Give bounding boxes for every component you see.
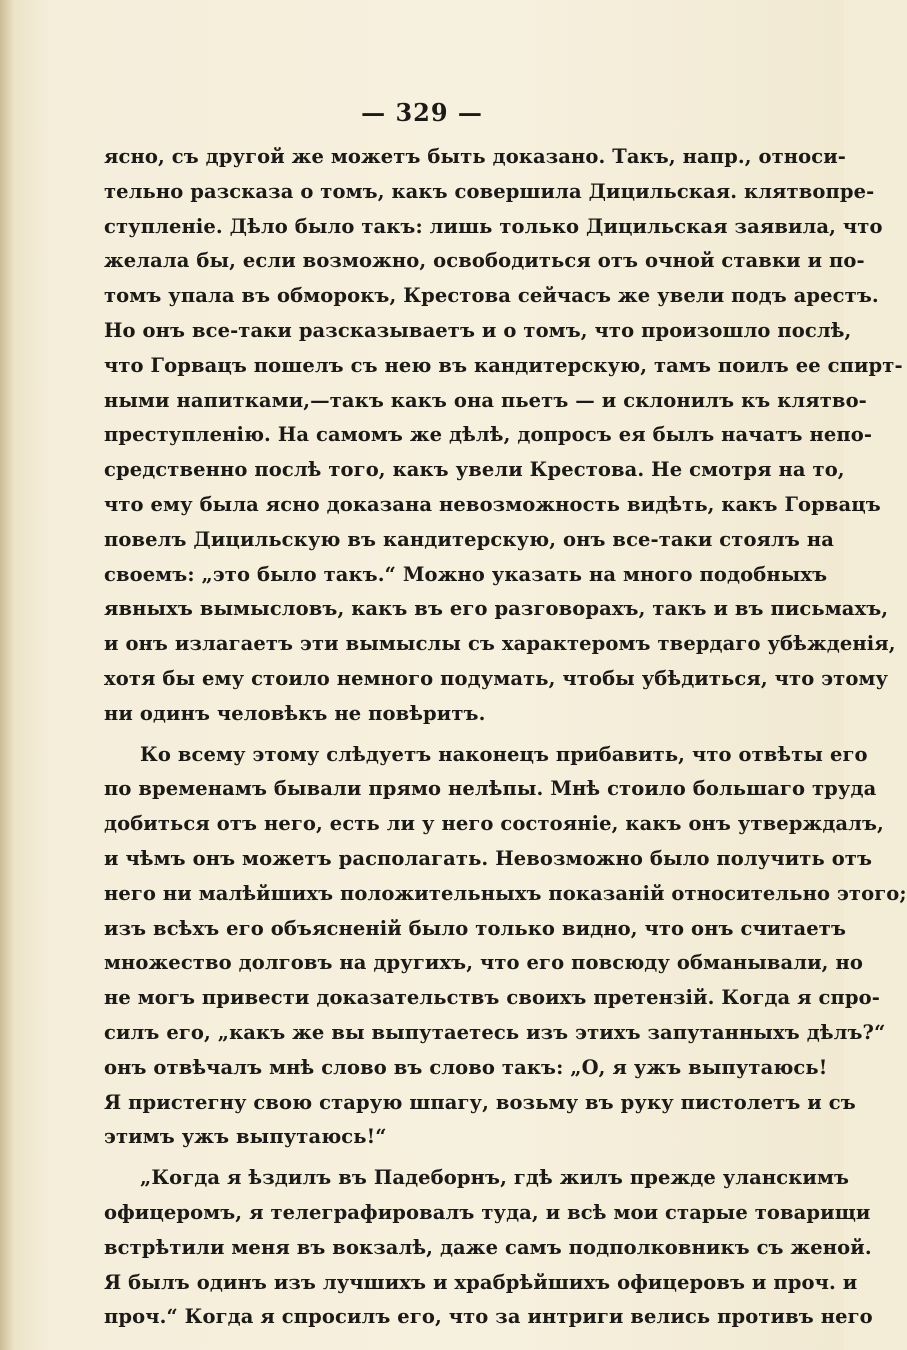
- text-line: этимъ ужъ выпутаюсь!“: [104, 1125, 387, 1149]
- text-line: что ему была ясно доказана невозможность видѣть, какъ Горвацъ: [104, 492, 881, 516]
- text-line: Ко всему этому слѣдуетъ наконецъ прибавить, что отвѣты его: [140, 742, 868, 766]
- text-line: онъ отвѣчалъ мнѣ слово въ слово такъ: „О, я ужъ выпутаюсь!: [104, 1055, 828, 1079]
- text-line: Но онъ все-таки разсказываетъ и о томъ, что произошло послѣ,: [104, 318, 852, 342]
- text-line: силъ его, „какъ же вы выпутаетесь изъ этихъ запутанныхъ дѣлъ?“: [104, 1020, 886, 1044]
- text-line: не могъ привести доказательствъ своихъ претензій. Когда я спро-: [104, 986, 880, 1010]
- text-line: ни одинъ человѣкъ не повѣритъ.: [104, 701, 486, 725]
- paragraph: [104, 1161, 873, 1335]
- text-line: и чѣмъ онъ можетъ располагать. Невозможно было получить отъ: [104, 846, 873, 870]
- paragraph: [104, 140, 903, 732]
- text-line: проч.“ Когда я спросилъ его, что за интриги велись противъ него: [104, 1305, 873, 1329]
- text-line: средственно послѣ того, какъ увели Крестова. Не смотря на то,: [104, 458, 845, 482]
- text-line: ступленіе. Дѣло было такъ: лишь только Дицильская заявила, что: [104, 214, 883, 238]
- text-line: добиться отъ него, есть ли у него состояніе, какъ онъ утверждалъ,: [104, 812, 884, 836]
- text-line: своемъ: „это было такъ.“ Можно указать на много подобныхъ: [104, 562, 828, 586]
- text-line: множество долговъ на другихъ, что его повсюду обманывали, но: [104, 951, 863, 975]
- text-line: „Когда я ѣздилъ въ Падеборнъ, гдѣ жилъ прежде уланскимъ: [140, 1166, 850, 1190]
- text-line: ными напитками,—такъ какъ она пьетъ — и склонилъ къ клятво-: [104, 388, 867, 412]
- text-line: повелъ Дицильскую въ кандитерскую, онъ все-таки стоялъ на: [104, 527, 834, 551]
- text-line: и онъ излагаетъ эти вымыслы съ характеромъ твердаго убѣжденія,: [104, 632, 896, 656]
- text-line: явныхъ вымысловъ, какъ въ его разговорахъ, такъ и въ письмахъ,: [104, 597, 889, 621]
- text-line: встрѣтили меня въ вокзалѣ, даже самъ подполковникъ съ женой.: [104, 1235, 872, 1259]
- text-line: по временамъ бывали прямо нелѣпы. Мнѣ стоило большаго труда: [104, 777, 877, 801]
- text-line: преступленію. На самомъ же дѣлѣ, допросъ ея былъ начатъ непо-: [104, 423, 873, 447]
- text-line: офицеромъ, я телеграфировалъ туда, и всѣ мои старые товарищи: [104, 1200, 871, 1224]
- text-line: Я былъ одинъ изъ лучшихъ и храбрѣйшихъ офицеровъ и проч. и: [104, 1270, 858, 1294]
- text-line: ясно, съ другой же можетъ быть доказано. Такъ, напр., относи-: [104, 145, 846, 168]
- text-line: тельно разсказа о томъ, какъ совершила Дицильская. клятвопре-: [104, 179, 875, 203]
- page-number: — 329 —: [361, 98, 483, 127]
- text-line: томъ упала въ обморокъ, Крестова сейчасъ же увели подъ арестъ.: [104, 284, 879, 308]
- text-line: хотя бы ему стоило немного подумать, чтобы убѣдиться, что этому: [104, 666, 889, 690]
- text-line: Я пристегну свою старую шпагу, возьму въ руку пистолетъ и съ: [104, 1090, 856, 1114]
- page-binding-shadow: [0, 0, 14, 1350]
- text-line: него ни малѣйшихъ положительныхъ показаній относительно этого;: [104, 881, 907, 905]
- text-line: изъ всѣхъ его объясненій было только видно, что онъ считаетъ: [104, 916, 847, 940]
- paragraphs-container: [104, 140, 907, 1335]
- paragraph: [104, 738, 907, 1156]
- text-line: что Горвацъ пошелъ съ нею въ кандитерскую, тамъ поилъ ее спирт-: [104, 353, 903, 377]
- text-body: [104, 140, 907, 1335]
- text-line: желала бы, если возможно, освободиться отъ очной ставки и по-: [104, 249, 865, 273]
